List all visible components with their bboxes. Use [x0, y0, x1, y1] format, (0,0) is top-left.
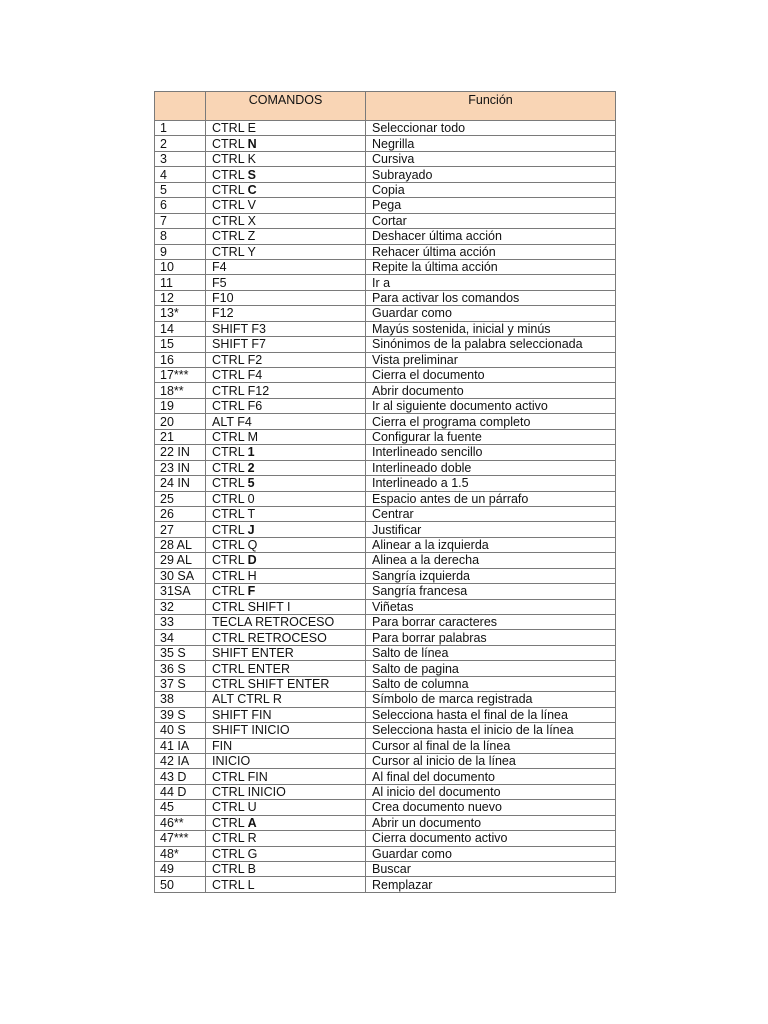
- table-row: [155, 491, 616, 506]
- row-function: Deshacer última acción: [366, 229, 616, 244]
- command-key: M: [247, 429, 259, 444]
- command-key: CTRL F2: [212, 352, 263, 367]
- command-prefix: CTRL: [212, 862, 248, 877]
- command-key: INICIO: [212, 754, 251, 769]
- command-key: C: [247, 182, 257, 197]
- table-row: [155, 290, 616, 305]
- table-row: [155, 198, 616, 213]
- row-number: 13*: [155, 306, 206, 321]
- row-number: 45: [155, 800, 206, 815]
- row-function: Interlineado sencillo: [366, 445, 616, 460]
- row-number: 18**: [155, 383, 206, 398]
- command-key: G: [247, 846, 258, 861]
- row-number: 50: [155, 877, 206, 892]
- command-key: U: [247, 800, 257, 815]
- row-command: [206, 831, 366, 846]
- row-function: Guardar como: [366, 306, 616, 321]
- command-prefix: CTRL: [212, 476, 248, 491]
- row-function: Selecciona hasta el inicio de la línea: [366, 723, 616, 738]
- table-body: [155, 121, 616, 893]
- command-key: 1: [247, 445, 255, 460]
- command-key: R: [247, 831, 257, 846]
- row-number: 8: [155, 229, 206, 244]
- table-row: [155, 352, 616, 367]
- row-function: Para borrar palabras: [366, 630, 616, 645]
- table-row: [155, 460, 616, 475]
- table-row: [155, 723, 616, 738]
- row-function: Interlineado doble: [366, 460, 616, 475]
- command-key: B: [247, 862, 256, 877]
- row-command: [206, 445, 366, 460]
- row-function: Remplazar: [366, 877, 616, 892]
- table-row: [155, 676, 616, 691]
- row-function: Guardar como: [366, 846, 616, 861]
- command-prefix: CTRL: [212, 553, 248, 568]
- row-number: 7: [155, 213, 206, 228]
- row-number: 1: [155, 121, 206, 136]
- row-number: 9: [155, 244, 206, 259]
- row-number: 38: [155, 692, 206, 707]
- command-key: N: [247, 136, 257, 151]
- row-command: [206, 738, 366, 753]
- row-command: [206, 136, 366, 151]
- row-function: Cortar: [366, 213, 616, 228]
- row-command: [206, 213, 366, 228]
- row-function: Buscar: [366, 862, 616, 877]
- row-number: 2: [155, 136, 206, 151]
- row-function: Abrir documento: [366, 383, 616, 398]
- row-function: Subrayado: [366, 167, 616, 182]
- row-function: Configurar la fuente: [366, 429, 616, 444]
- table-row: [155, 584, 616, 599]
- row-function: Seleccionar todo: [366, 121, 616, 136]
- command-key: CTRL SHIFT ENTER: [212, 676, 330, 691]
- row-number: 30 SA: [155, 568, 206, 583]
- row-function: Alinear a la izquierda: [366, 537, 616, 552]
- row-command: [206, 491, 366, 506]
- row-command: [206, 151, 366, 166]
- row-function: Para borrar caracteres: [366, 615, 616, 630]
- command-key: F4: [212, 260, 227, 275]
- command-prefix: CTRL: [212, 815, 248, 830]
- row-number: 29 AL: [155, 553, 206, 568]
- table-row: [155, 275, 616, 290]
- row-function: Sangría izquierda: [366, 568, 616, 583]
- row-function: Salto de columna: [366, 676, 616, 691]
- command-key: K: [247, 152, 256, 167]
- row-number: 39 S: [155, 707, 206, 722]
- row-number: 3: [155, 151, 206, 166]
- command-key: F10: [212, 291, 234, 306]
- row-command: [206, 615, 366, 630]
- command-prefix: CTRL: [212, 182, 248, 197]
- row-command: [206, 476, 366, 491]
- row-command: [206, 290, 366, 305]
- row-number: 46**: [155, 815, 206, 830]
- command-prefix: CTRL: [212, 121, 248, 136]
- table-row: [155, 182, 616, 197]
- row-command: [206, 306, 366, 321]
- table-row: [155, 429, 616, 444]
- command-key: FIN: [212, 738, 233, 753]
- row-command: [206, 368, 366, 383]
- command-prefix: CTRL: [212, 846, 248, 861]
- command-key: 5: [247, 476, 255, 491]
- table-row: [155, 167, 616, 182]
- row-number: 41 IA: [155, 738, 206, 753]
- row-command: [206, 862, 366, 877]
- row-function: Crea documento nuevo: [366, 800, 616, 815]
- row-number: 12: [155, 290, 206, 305]
- row-function: Interlineado a 1.5: [366, 476, 616, 491]
- command-prefix: CTRL: [212, 522, 248, 537]
- command-key: CTRL INICIO: [212, 785, 286, 800]
- command-key: F: [247, 584, 256, 599]
- table-row: [155, 831, 616, 846]
- row-command: [206, 121, 366, 136]
- row-command: [206, 800, 366, 815]
- command-key: L: [247, 877, 255, 892]
- row-number: 28 AL: [155, 537, 206, 552]
- row-function: Cierra el documento: [366, 368, 616, 383]
- row-command: [206, 784, 366, 799]
- table-row: [155, 661, 616, 676]
- command-key: CTRL F12: [212, 383, 270, 398]
- table-row: [155, 568, 616, 583]
- row-function: Justificar: [366, 522, 616, 537]
- row-function: Selecciona hasta el final de la línea: [366, 707, 616, 722]
- row-function: Alinea a la derecha: [366, 553, 616, 568]
- row-command: [206, 321, 366, 336]
- row-command: [206, 244, 366, 259]
- row-command: [206, 723, 366, 738]
- row-number: 31SA: [155, 584, 206, 599]
- table-row: [155, 244, 616, 259]
- command-key: 0: [247, 491, 255, 506]
- command-prefix: CTRL: [212, 152, 248, 167]
- row-function: Cierra el programa completo: [366, 414, 616, 429]
- row-command: [206, 460, 366, 475]
- row-function: Abrir un documento: [366, 815, 616, 830]
- row-number: 14: [155, 321, 206, 336]
- row-number: 48*: [155, 846, 206, 861]
- row-command: [206, 815, 366, 830]
- row-function: Símbolo de marca registrada: [366, 692, 616, 707]
- table-row: [155, 599, 616, 614]
- row-command: [206, 707, 366, 722]
- row-command: [206, 630, 366, 645]
- command-key: CTRL RETROCESO: [212, 630, 327, 645]
- command-key: J: [247, 522, 255, 537]
- command-prefix: CTRL: [212, 429, 248, 444]
- row-function: Cursor al inicio de la línea: [366, 753, 616, 768]
- table-row: [155, 398, 616, 413]
- row-number: 23 IN: [155, 460, 206, 475]
- command-prefix: CTRL: [212, 568, 248, 583]
- command-key: CTRL F6: [212, 399, 263, 414]
- table-row: [155, 815, 616, 830]
- table-row: [155, 259, 616, 274]
- row-number: 11: [155, 275, 206, 290]
- row-command: [206, 676, 366, 691]
- row-command: [206, 429, 366, 444]
- row-command: [206, 522, 366, 537]
- command-key: SHIFT ENTER: [212, 646, 294, 661]
- row-number: 17***: [155, 368, 206, 383]
- table-row: [155, 321, 616, 336]
- row-function: Espacio antes de un párrafo: [366, 491, 616, 506]
- command-key: H: [247, 568, 257, 583]
- command-prefix: CTRL: [212, 198, 248, 213]
- command-key: SHIFT INICIO: [212, 723, 290, 738]
- command-key: SHIFT FIN: [212, 707, 272, 722]
- row-function: Cierra documento activo: [366, 831, 616, 846]
- command-key: V: [247, 198, 256, 213]
- command-key: CTRL ENTER: [212, 661, 291, 676]
- row-function: Cursor al final de la línea: [366, 738, 616, 753]
- row-function: Ir al siguiente documento activo: [366, 398, 616, 413]
- row-number: 25: [155, 491, 206, 506]
- command-key: T: [247, 507, 256, 522]
- command-key: SHIFT F3: [212, 321, 266, 336]
- row-number: 27: [155, 522, 206, 537]
- command-key: CTRL FIN: [212, 769, 268, 784]
- row-function: Para activar los comandos: [366, 290, 616, 305]
- command-prefix: CTRL: [212, 831, 248, 846]
- table-row: [155, 368, 616, 383]
- row-number: 22 IN: [155, 445, 206, 460]
- command-prefix: CTRL: [212, 213, 248, 228]
- row-command: [206, 383, 366, 398]
- row-command: [206, 337, 366, 352]
- command-key: Q: [247, 538, 258, 553]
- table-row: [155, 414, 616, 429]
- row-function: Cursiva: [366, 151, 616, 166]
- table-row: [155, 645, 616, 660]
- command-key: Y: [247, 244, 256, 259]
- command-prefix: CTRL: [212, 538, 248, 553]
- table-row: [155, 784, 616, 799]
- row-function: Ir a: [366, 275, 616, 290]
- row-command: [206, 692, 366, 707]
- row-number: 10: [155, 259, 206, 274]
- row-number: 5: [155, 182, 206, 197]
- table-row: [155, 506, 616, 521]
- table-row: [155, 445, 616, 460]
- table-row: [155, 877, 616, 892]
- row-command: [206, 645, 366, 660]
- table-header-row: [155, 92, 616, 121]
- header-number: [155, 92, 206, 121]
- row-command: [206, 599, 366, 614]
- row-command: [206, 198, 366, 213]
- table-row: [155, 476, 616, 491]
- row-function: Sangría francesa: [366, 584, 616, 599]
- table-row: [155, 615, 616, 630]
- command-key: F5: [212, 275, 227, 290]
- command-key: E: [247, 121, 256, 136]
- table-row: [155, 337, 616, 352]
- row-function: Al final del documento: [366, 769, 616, 784]
- row-function: Mayús sostenida, inicial y minús: [366, 321, 616, 336]
- table-row: [155, 862, 616, 877]
- row-number: 34: [155, 630, 206, 645]
- commands-table: [154, 91, 616, 893]
- table-row: [155, 121, 616, 136]
- row-command: [206, 275, 366, 290]
- table-row: [155, 229, 616, 244]
- row-command: [206, 661, 366, 676]
- command-prefix: CTRL: [212, 167, 248, 182]
- command-key: CTRL SHIFT I: [212, 599, 291, 614]
- row-number: 26: [155, 506, 206, 521]
- row-number: 40 S: [155, 723, 206, 738]
- command-key: S: [247, 167, 256, 182]
- row-number: 43 D: [155, 769, 206, 784]
- command-prefix: CTRL: [212, 229, 248, 244]
- table-row: [155, 800, 616, 815]
- row-command: [206, 769, 366, 784]
- row-number: 49: [155, 862, 206, 877]
- command-key: A: [247, 815, 257, 830]
- row-number: 37 S: [155, 676, 206, 691]
- command-prefix: CTRL: [212, 584, 248, 599]
- command-key: F12: [212, 306, 234, 321]
- table-row: [155, 707, 616, 722]
- command-prefix: CTRL: [212, 244, 248, 259]
- row-number: 24 IN: [155, 476, 206, 491]
- table-row: [155, 630, 616, 645]
- command-prefix: CTRL: [212, 445, 248, 460]
- command-key: ALT F4: [212, 414, 252, 429]
- table-row: [155, 769, 616, 784]
- row-function: Salto de línea: [366, 645, 616, 660]
- header-comandos: COMANDOS: [206, 92, 366, 121]
- row-command: [206, 259, 366, 274]
- command-prefix: CTRL: [212, 800, 248, 815]
- row-function: Pega: [366, 198, 616, 213]
- row-number: 6: [155, 198, 206, 213]
- row-command: [206, 167, 366, 182]
- table-row: [155, 522, 616, 537]
- row-command: [206, 846, 366, 861]
- row-function: Sinónimos de la palabra seleccionada: [366, 337, 616, 352]
- table-row: [155, 553, 616, 568]
- row-number: 21: [155, 429, 206, 444]
- row-number: 42 IA: [155, 753, 206, 768]
- table-row: [155, 738, 616, 753]
- command-key: X: [247, 213, 256, 228]
- row-command: [206, 506, 366, 521]
- command-key: CTRL F4: [212, 368, 263, 383]
- command-key: Z: [247, 229, 256, 244]
- command-prefix: CTRL: [212, 877, 248, 892]
- row-command: [206, 553, 366, 568]
- row-command: [206, 352, 366, 367]
- row-command: [206, 537, 366, 552]
- row-command: [206, 398, 366, 413]
- row-function: Al inicio del documento: [366, 784, 616, 799]
- table-row: [155, 846, 616, 861]
- table-row: [155, 383, 616, 398]
- table-row: [155, 306, 616, 321]
- row-number: 36 S: [155, 661, 206, 676]
- command-key: ALT CTRL R: [212, 692, 282, 707]
- row-number: 15: [155, 337, 206, 352]
- header-funcion: Función: [366, 92, 616, 121]
- row-number: 44 D: [155, 784, 206, 799]
- row-function: Salto de pagina: [366, 661, 616, 676]
- row-command: [206, 182, 366, 197]
- row-number: 32: [155, 599, 206, 614]
- row-number: 35 S: [155, 645, 206, 660]
- row-function: Copia: [366, 182, 616, 197]
- row-function: Vista preliminar: [366, 352, 616, 367]
- row-number: 20: [155, 414, 206, 429]
- command-prefix: CTRL: [212, 507, 248, 522]
- table-row: [155, 753, 616, 768]
- row-command: [206, 229, 366, 244]
- table-row: [155, 136, 616, 151]
- row-function: Repite la última acción: [366, 259, 616, 274]
- table-row: [155, 151, 616, 166]
- table-row: [155, 537, 616, 552]
- row-number: 4: [155, 167, 206, 182]
- table-row: [155, 213, 616, 228]
- table-row: [155, 692, 616, 707]
- command-key: TECLA RETROCESO: [212, 615, 335, 630]
- row-command: [206, 568, 366, 583]
- row-command: [206, 584, 366, 599]
- command-key: 2: [247, 460, 255, 475]
- row-function: Negrilla: [366, 136, 616, 151]
- row-number: 33: [155, 615, 206, 630]
- command-prefix: CTRL: [212, 136, 248, 151]
- row-number: 47***: [155, 831, 206, 846]
- row-command: [206, 753, 366, 768]
- row-function: Rehacer última acción: [366, 244, 616, 259]
- row-command: [206, 877, 366, 892]
- command-key: SHIFT F7: [212, 337, 266, 352]
- command-prefix: CTRL: [212, 491, 248, 506]
- row-function: Centrar: [366, 506, 616, 521]
- command-prefix: CTRL: [212, 460, 248, 475]
- row-number: 19: [155, 398, 206, 413]
- row-command: [206, 414, 366, 429]
- row-number: 16: [155, 352, 206, 367]
- row-function: Viñetas: [366, 599, 616, 614]
- command-key: D: [247, 553, 257, 568]
